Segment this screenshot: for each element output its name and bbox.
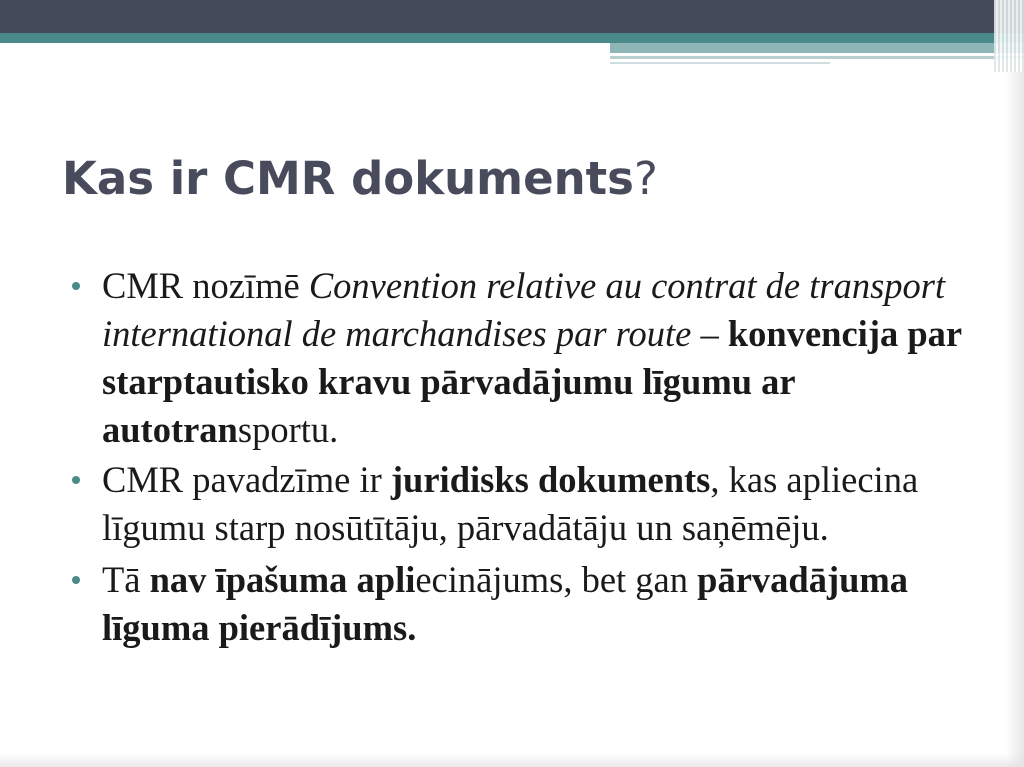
bullet-mid-text: ecinājums, bet gan	[415, 559, 698, 600]
bullet-tail-text: , kas apliecina līgumu starp nosūtītāju, pārvadātāju un saņēmēju.	[102, 459, 919, 548]
bullet-tail-text: sportu.	[237, 409, 339, 450]
bullet-item-definition	[70, 262, 970, 454]
bullet-text: Tā	[102, 559, 150, 600]
bullet-item-proof	[70, 556, 970, 652]
bullet-dash: –	[691, 313, 728, 354]
bullet-text: CMR nozīmē	[102, 265, 309, 306]
corner-stripes	[994, 0, 1024, 72]
bullet-list	[70, 262, 970, 654]
bullet-bold-text: nav īpašuma apli	[149, 559, 416, 600]
title-question-mark: ?	[633, 152, 658, 205]
bullet-dot-icon	[72, 282, 80, 290]
bullet-bold-text: konvencija par starptautisko kravu pārvadājumu līgumu ar autotran	[102, 313, 962, 450]
slide-title	[62, 152, 962, 205]
header-bar-teal	[0, 33, 1024, 43]
header-bar-dark	[0, 0, 1024, 33]
bullet-item-document	[70, 456, 970, 552]
bullet-italic-text: Convention relative au contrat de transport international de marchandises par route	[102, 265, 946, 354]
title-text: Kas ir CMR dokuments	[62, 152, 634, 205]
header-line-short	[610, 62, 830, 64]
bullet-dot-icon	[72, 476, 80, 484]
bullet-dot-icon	[72, 576, 80, 584]
header-line	[610, 56, 1024, 59]
bullet-bold-text: juridisks dokuments	[390, 459, 711, 500]
bottom-shadow	[0, 753, 1024, 767]
bullet-text: CMR pavadzīme ir	[102, 459, 391, 500]
bullet-bold-text-2: pārvadājuma līguma pierādījums.	[102, 559, 909, 648]
header-bar-teal-light	[610, 43, 1024, 53]
right-shadow	[1006, 72, 1024, 767]
